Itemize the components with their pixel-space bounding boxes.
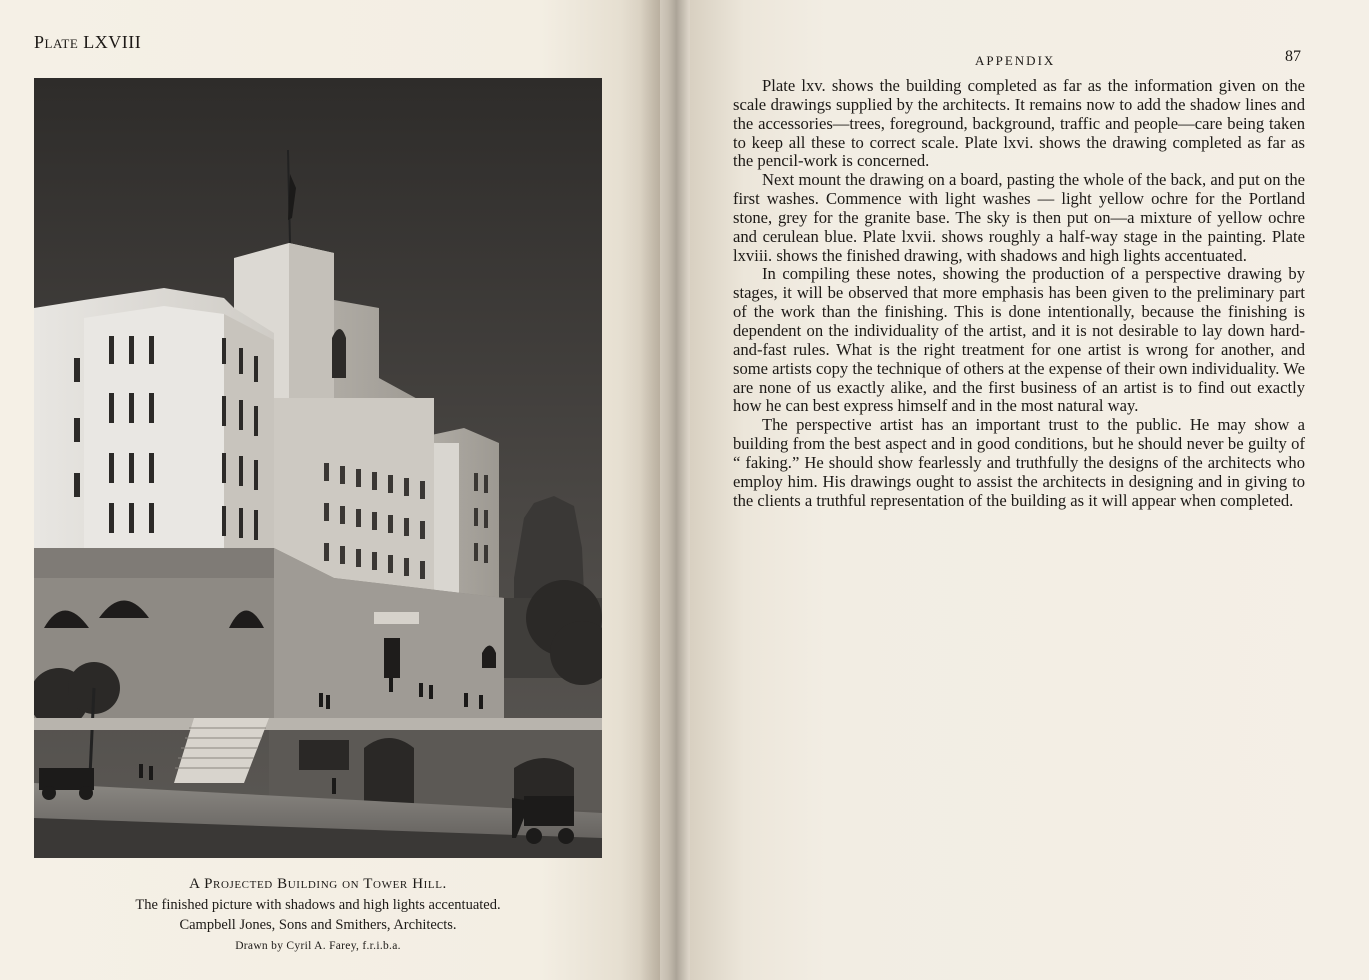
building-illustration (34, 78, 602, 858)
running-head: APPENDIX (975, 53, 1056, 68)
plate-label: Plate LXVIII (34, 32, 142, 52)
paragraph: Plate lxv. shows the building completed as far as the information given on the scale drawings supplied by the architects. It remains now to add the shadow lines and the accessories—trees, foreground, background, traffic and people—care being taken to keep all these to correct scale. Plate lxvi. shows the drawing completed as far as the pencil-work is concerned. (733, 76, 1305, 171)
page-number: 87 (1285, 48, 1301, 65)
caption-title: A Projected Building on Tower Hill. (189, 876, 447, 892)
body-text (733, 77, 1305, 510)
caption-line-3: Campbell Jones, Sons and Smithers, Architects. (179, 917, 457, 933)
paragraph: Next mount the drawing on a board, pasting the whole of the back, and put on the first washes. Commence with light washes — light yellow ochre for the Portland stone, grey for the granite base. The sky is then put on—a mixture of yellow ochre and cerulean blue. Plate lxvii. shows roughly a half-way stage in the painting. Plate lxviii. shows the finished drawing, with shadows and high lights accentuated. (733, 170, 1305, 265)
caption-line-2: The finished picture with shadows and high lights accentuated. (135, 896, 501, 913)
left-page (0, 0, 660, 980)
paragraph: In compiling these notes, showing the production of a perspective drawing by stages, it will be observed that more emphasis has been given to the preliminary part of the work than the finishing. This is done intentionally, because the finishing is dependent on the individuality of the artist, and it is not desirable to lay down hard-and-fast rules. What is the right treatment for one artist is wrong for another, and some artists copy the technique of others at the expense of their own individuality. We are none of us exactly alike, and the first business of an artist is to find out exactly how he can best express himself and in the most natural way. (733, 264, 1305, 416)
paragraph: The perspective artist has an important trust to the public. He may show a building from the best aspect and in good conditions, but he should never be guilty of “ faking.” He should show fearlessly and truthfully the designs of the architects who employ him. His drawings ought to assist the architects in designing and in giving to the clients a truthful representation of the building as it will appear when completed. (733, 415, 1305, 510)
plate-caption (34, 874, 602, 956)
caption-credit: Drawn by Cyril A. Farey, f.r.i.b.a. (235, 939, 401, 952)
